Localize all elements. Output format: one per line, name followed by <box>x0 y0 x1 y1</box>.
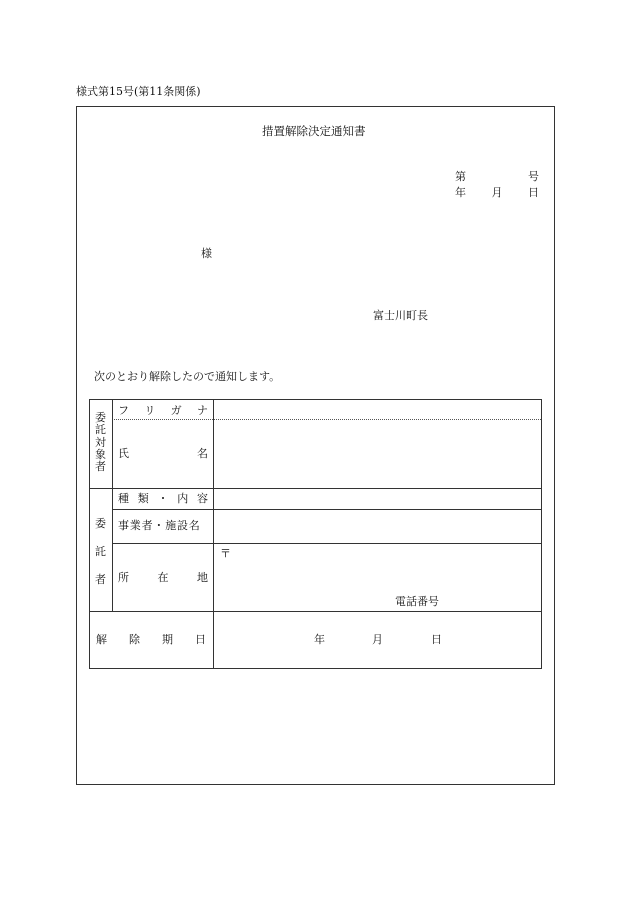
postal-mark: 〒 <box>220 547 231 560</box>
table-line-section2-bottom <box>89 611 541 612</box>
release-date-label: 解 除 期 日 <box>96 633 206 646</box>
form-label: 様式第15号(第11条関係) <box>76 85 201 98</box>
section-consignor-label: 委 託 者 <box>95 517 106 587</box>
business-label: 事業者・施設名 <box>118 519 201 532</box>
addressee-suffix: 様 <box>201 247 212 260</box>
table-line-furigana <box>112 419 541 420</box>
table-line-label-divider <box>213 399 214 669</box>
issuer-name: 富士川町長 <box>373 309 428 322</box>
table-line-group-divider-2 <box>112 488 113 611</box>
document-frame <box>76 106 555 785</box>
document-title: 措置解除決定通知書 <box>262 124 366 138</box>
release-year: 年 <box>314 633 325 646</box>
type-content-label: 種 類 ・ 内 容 <box>118 492 208 505</box>
table-line-top <box>89 399 541 400</box>
table-line-right <box>541 399 542 669</box>
location-label: 所 在 地 <box>118 571 208 584</box>
document-date <box>455 187 539 198</box>
release-month: 月 <box>372 633 383 646</box>
number-suffix: 号 <box>528 170 539 183</box>
section-consignee-label: 委 託 対 象 者 <box>95 411 106 474</box>
body-text: 次のとおり解除したので通知します。 <box>94 370 281 383</box>
phone-label: 電話番号 <box>395 595 439 608</box>
table-line-business-bottom <box>112 543 541 544</box>
table-line-type-bottom <box>112 509 541 510</box>
number-prefix: 第 <box>455 170 466 183</box>
document-number <box>455 171 539 182</box>
furigana-label: フ リ ガ ナ <box>118 404 208 417</box>
table-line-group-divider-1 <box>112 399 113 488</box>
date-year: 年 <box>455 186 466 199</box>
table-line-left <box>89 399 90 669</box>
release-day: 日 <box>431 633 442 646</box>
name-label: 氏 名 <box>118 447 208 460</box>
table-line-bottom <box>89 668 541 669</box>
date-day: 日 <box>528 186 539 199</box>
table-line-section1-bottom <box>89 488 541 489</box>
date-month: 月 <box>491 186 503 199</box>
